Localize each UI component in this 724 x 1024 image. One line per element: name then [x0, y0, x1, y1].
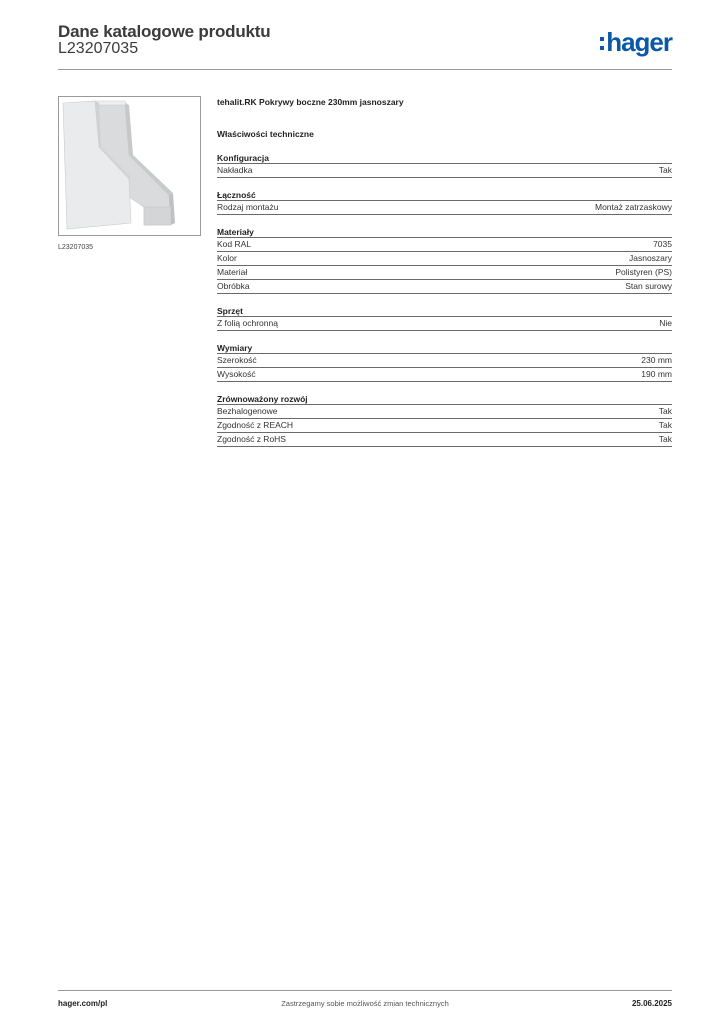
- hager-logo: [600, 28, 672, 56]
- side-cover-illustration: [59, 97, 200, 235]
- property-value: Nie: [659, 318, 672, 328]
- property-label: Obróbka: [217, 281, 250, 291]
- page-footer: [58, 990, 672, 1010]
- property-row: [217, 354, 672, 368]
- property-value: Stan surowy: [625, 281, 672, 291]
- property-value: Tak: [658, 434, 672, 444]
- property-section: [217, 343, 672, 382]
- property-row: [217, 164, 672, 178]
- technical-properties-heading: Właściwości techniczne: [217, 129, 314, 139]
- property-label: Nakładka: [217, 165, 253, 175]
- property-label: Zgodność z REACH: [217, 420, 294, 430]
- property-row: [217, 266, 672, 280]
- property-row: [217, 252, 672, 266]
- section-title: Sprzęt: [217, 306, 672, 317]
- product-image: [58, 96, 201, 236]
- section-title: Konfiguracja: [217, 153, 672, 164]
- document-title: Dane katalogowe produktu: [58, 22, 271, 41]
- property-row: [217, 317, 672, 331]
- property-row: [217, 368, 672, 382]
- product-name: tehalit.RK Pokrywy boczne 230mm jasnoszary: [217, 97, 404, 107]
- hager-logo-text: hager: [606, 27, 672, 57]
- property-value: 230 mm: [641, 355, 672, 365]
- image-caption: L23207035: [58, 244, 94, 251]
- property-label: Materiał: [217, 267, 248, 277]
- property-row: [217, 280, 672, 294]
- property-value: Tak: [658, 420, 672, 430]
- property-row: [217, 238, 672, 252]
- property-label: Z folią ochronną: [217, 318, 278, 328]
- property-value: Tak: [658, 165, 672, 175]
- property-label: Wysokość: [217, 369, 256, 379]
- property-row: [217, 419, 672, 433]
- property-value: Tak: [658, 406, 672, 416]
- property-label: Kolor: [217, 253, 237, 263]
- property-label: Kod RAL: [217, 239, 252, 249]
- section-title: Wymiary: [217, 343, 672, 354]
- property-value: Jasnoszary: [629, 253, 672, 263]
- section-title: Materiały: [217, 227, 672, 238]
- property-label: Bezhalogenowe: [217, 406, 278, 416]
- property-value: Montaż zatrzaskowy: [595, 202, 672, 212]
- property-value: Polistyren (PS): [615, 267, 672, 277]
- footer-date: 25.06.2025: [631, 999, 672, 1008]
- property-label: Rodzaj montażu: [217, 202, 279, 212]
- document-code: L23207035: [58, 40, 139, 57]
- property-section: [217, 190, 672, 215]
- property-section: [217, 394, 672, 447]
- property-section: [217, 153, 672, 178]
- property-row: [217, 201, 672, 215]
- footer-disclaimer: Zastrzegamy sobie możliwość zmian technicznych: [281, 999, 449, 1008]
- property-row: [217, 433, 672, 447]
- page-header: [58, 20, 672, 70]
- properties-sections: [217, 153, 672, 447]
- footer-website-link[interactable]: hager.com/pl: [58, 999, 108, 1008]
- property-value: 190 mm: [641, 369, 672, 379]
- property-section: [217, 227, 672, 294]
- hager-logo-dots-icon: [600, 37, 604, 50]
- property-section: [217, 306, 672, 331]
- property-label: Zgodność z RoHS: [217, 434, 286, 444]
- property-label: Szerokość: [217, 355, 257, 365]
- section-title: Zrównoważony rozwój: [217, 394, 672, 405]
- property-value: 7035: [653, 239, 672, 249]
- property-row: [217, 405, 672, 419]
- section-title: Łączność: [217, 190, 672, 201]
- product-details: [217, 97, 672, 447]
